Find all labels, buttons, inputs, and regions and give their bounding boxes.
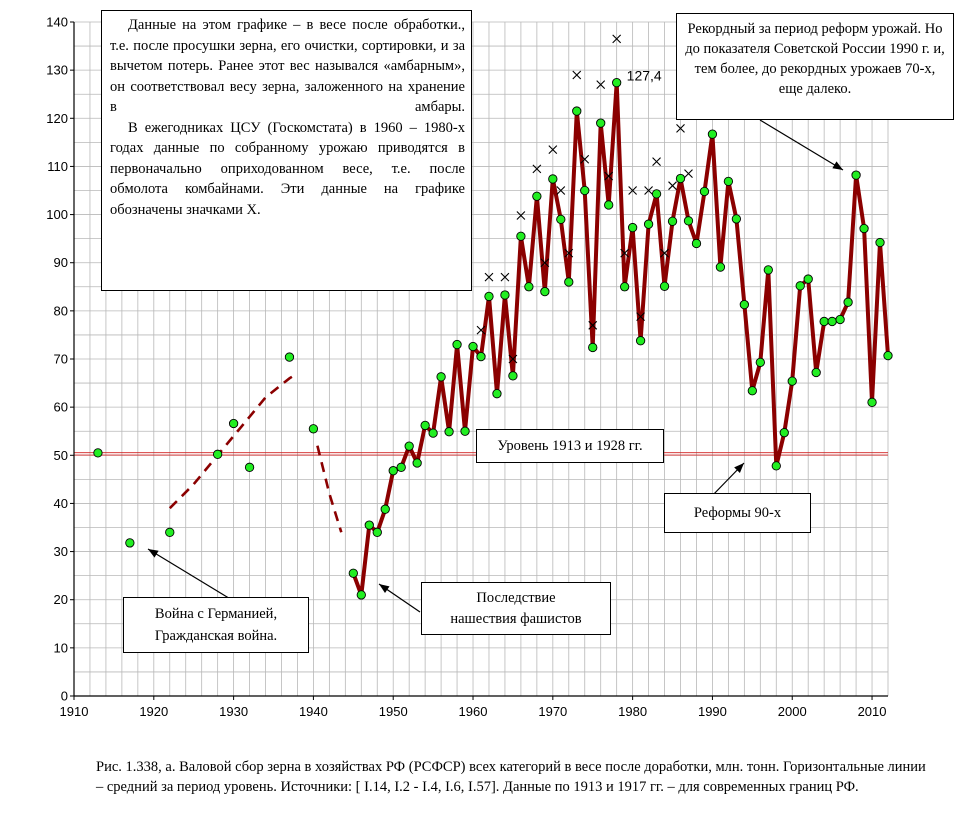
data-point <box>660 282 668 290</box>
y-tick-label: 0 <box>60 688 68 704</box>
data-point <box>485 292 493 300</box>
csu-x-marker <box>669 182 677 190</box>
data-point <box>509 372 517 380</box>
x-tick-label: 1960 <box>458 704 488 719</box>
y-tick-label: 70 <box>53 351 68 367</box>
x-tick-label: 1970 <box>538 704 568 719</box>
data-point <box>549 175 557 183</box>
x-tick-label: 1940 <box>298 704 328 719</box>
data-point <box>373 528 381 536</box>
reference-label: Уровень 1913 и 1928 гг. <box>497 438 643 454</box>
data-point <box>229 419 237 427</box>
data-point <box>644 220 652 228</box>
war-label-2: Гражданская война. <box>154 628 278 644</box>
data-point <box>804 275 812 283</box>
y-tick-label: 90 <box>53 255 68 271</box>
data-point <box>604 201 612 209</box>
fascist-arrow-head <box>379 584 390 593</box>
csu-x-marker <box>573 71 581 79</box>
csu-x-marker <box>653 158 661 166</box>
data-point <box>620 283 628 291</box>
y-tick-label: 140 <box>46 14 68 30</box>
data-point <box>700 187 708 195</box>
x-tick-label: 1990 <box>697 704 727 719</box>
data-point <box>652 190 660 198</box>
data-point <box>612 78 620 86</box>
data-point <box>828 317 836 325</box>
data-point <box>692 239 700 247</box>
reforms-box <box>664 493 811 533</box>
record-box <box>676 13 954 120</box>
record-box-text: Рекордный за период реформ урожай. Но до показателя Советской России 1990 г. и, тем более, до рекордных урожаев 70-х, еще далеко. <box>685 21 945 97</box>
y-tick-label: 60 <box>53 399 68 415</box>
y-tick-label: 120 <box>46 110 68 126</box>
record-arrow-head <box>832 161 843 170</box>
x-tick-label: 2000 <box>777 704 807 719</box>
fascist-label-2: нашествия фашистов <box>450 611 582 627</box>
data-point <box>716 263 724 271</box>
data-point <box>836 315 844 323</box>
data-point <box>469 342 477 350</box>
peak-value-label: 127,4 <box>626 67 662 84</box>
y-tick-label: 110 <box>47 158 68 174</box>
data-point <box>389 466 397 474</box>
data-point <box>437 373 445 381</box>
fascist-box <box>421 582 611 635</box>
y-tick-label: 80 <box>53 303 68 319</box>
data-point <box>589 343 597 351</box>
data-point <box>533 192 541 200</box>
y-tick-label: 10 <box>53 640 68 656</box>
x-tick-label: 1950 <box>378 704 408 719</box>
data-point <box>94 449 102 457</box>
y-tick-label: 130 <box>46 62 68 78</box>
x-tick-label: 2010 <box>857 704 887 719</box>
data-point <box>397 463 405 471</box>
data-point <box>708 130 716 138</box>
data-point <box>517 232 525 240</box>
info-paragraph-1: Данные на этом графике – в весе после обработки., т.е. после просушки зерна, его очистки, сортировки, и за вычетом потерь. Ранее этот вес назывался «амбарным», он соответствовал весу зерна, заложенного на хранение в амбары. <box>110 17 465 115</box>
y-tick-label: 40 <box>53 495 68 511</box>
figure-caption: Рис. 1.338, а. Валовой сбор зерна в хозяйствах РФ (РСФСР) всех категорий в весе после доработки, млн. тонн. Горизонтальные линии – средний за период уровень. Источники: [ I.14, I.2 - I.4, I.6, I.57]. Данные по 1913 и 1917 гг. – для современных границ РФ. <box>96 759 926 795</box>
data-point <box>764 266 772 274</box>
data-point <box>868 398 876 406</box>
x-tick-label: 1920 <box>139 704 169 719</box>
fascist-label-1: Последствие <box>476 590 556 606</box>
reference-label-box <box>476 429 664 463</box>
data-point <box>884 351 892 359</box>
data-point <box>636 337 644 345</box>
info-box <box>101 10 472 291</box>
data-point <box>309 425 317 433</box>
reforms-label: Реформы 90-х <box>693 505 782 521</box>
data-point <box>860 224 868 232</box>
data-point <box>724 177 732 185</box>
y-tick-label: 30 <box>53 544 68 560</box>
data-point <box>740 300 748 308</box>
data-point <box>541 287 549 295</box>
data-point <box>126 539 134 547</box>
y-tick-label: 100 <box>46 207 68 223</box>
data-point <box>349 569 357 577</box>
data-point <box>581 186 589 194</box>
x-tick-label: 1980 <box>618 704 648 719</box>
data-point <box>285 353 293 361</box>
data-point <box>812 368 820 376</box>
war-arrow <box>148 549 232 600</box>
data-point <box>628 223 636 231</box>
data-point <box>684 217 692 225</box>
data-point <box>676 174 684 182</box>
war-label-1: Война с Германией, <box>154 606 278 622</box>
war-arrow-head <box>148 549 159 558</box>
data-point <box>748 387 756 395</box>
data-point <box>213 450 221 458</box>
data-point <box>876 238 884 246</box>
data-point <box>597 119 605 127</box>
data-point <box>525 283 533 291</box>
data-point <box>772 462 780 470</box>
x-tick-label: 1930 <box>219 704 249 719</box>
data-point <box>732 215 740 223</box>
data-point <box>780 428 788 436</box>
x-tick-label: 1910 <box>59 704 89 719</box>
data-point <box>365 521 373 529</box>
data-point <box>445 427 453 435</box>
data-point <box>820 317 828 325</box>
data-point <box>453 340 461 348</box>
data-point <box>756 358 764 366</box>
data-point <box>381 505 389 513</box>
info-paragraph-2: В ежегодниках ЦСУ (Госкомстата) в 1960 – 1980-х годах данные по собранному урожаю приводятся в первоначально оприходованном весе, т.е. после обмолота комбайнами. Эти данные на графике обозначены значками X. <box>110 119 465 218</box>
data-point <box>668 217 676 225</box>
data-point <box>245 463 253 471</box>
data-point <box>405 442 413 450</box>
data-point <box>557 215 565 223</box>
csu-x-marker <box>684 170 692 178</box>
data-point <box>461 427 469 435</box>
data-point <box>421 421 429 429</box>
data-point <box>796 282 804 290</box>
record-arrow <box>760 120 843 170</box>
war-box <box>123 597 309 653</box>
data-point <box>565 278 573 286</box>
data-point <box>493 389 501 397</box>
data-point <box>844 298 852 306</box>
data-point <box>166 528 174 536</box>
data-point <box>573 107 581 115</box>
y-tick-label: 50 <box>53 447 68 463</box>
y-tick-label: 20 <box>53 592 68 608</box>
data-point <box>852 171 860 179</box>
data-point <box>788 377 796 385</box>
data-point <box>429 429 437 437</box>
data-point <box>501 291 509 299</box>
data-point <box>413 459 421 467</box>
data-point <box>357 591 365 599</box>
data-point <box>477 352 485 360</box>
